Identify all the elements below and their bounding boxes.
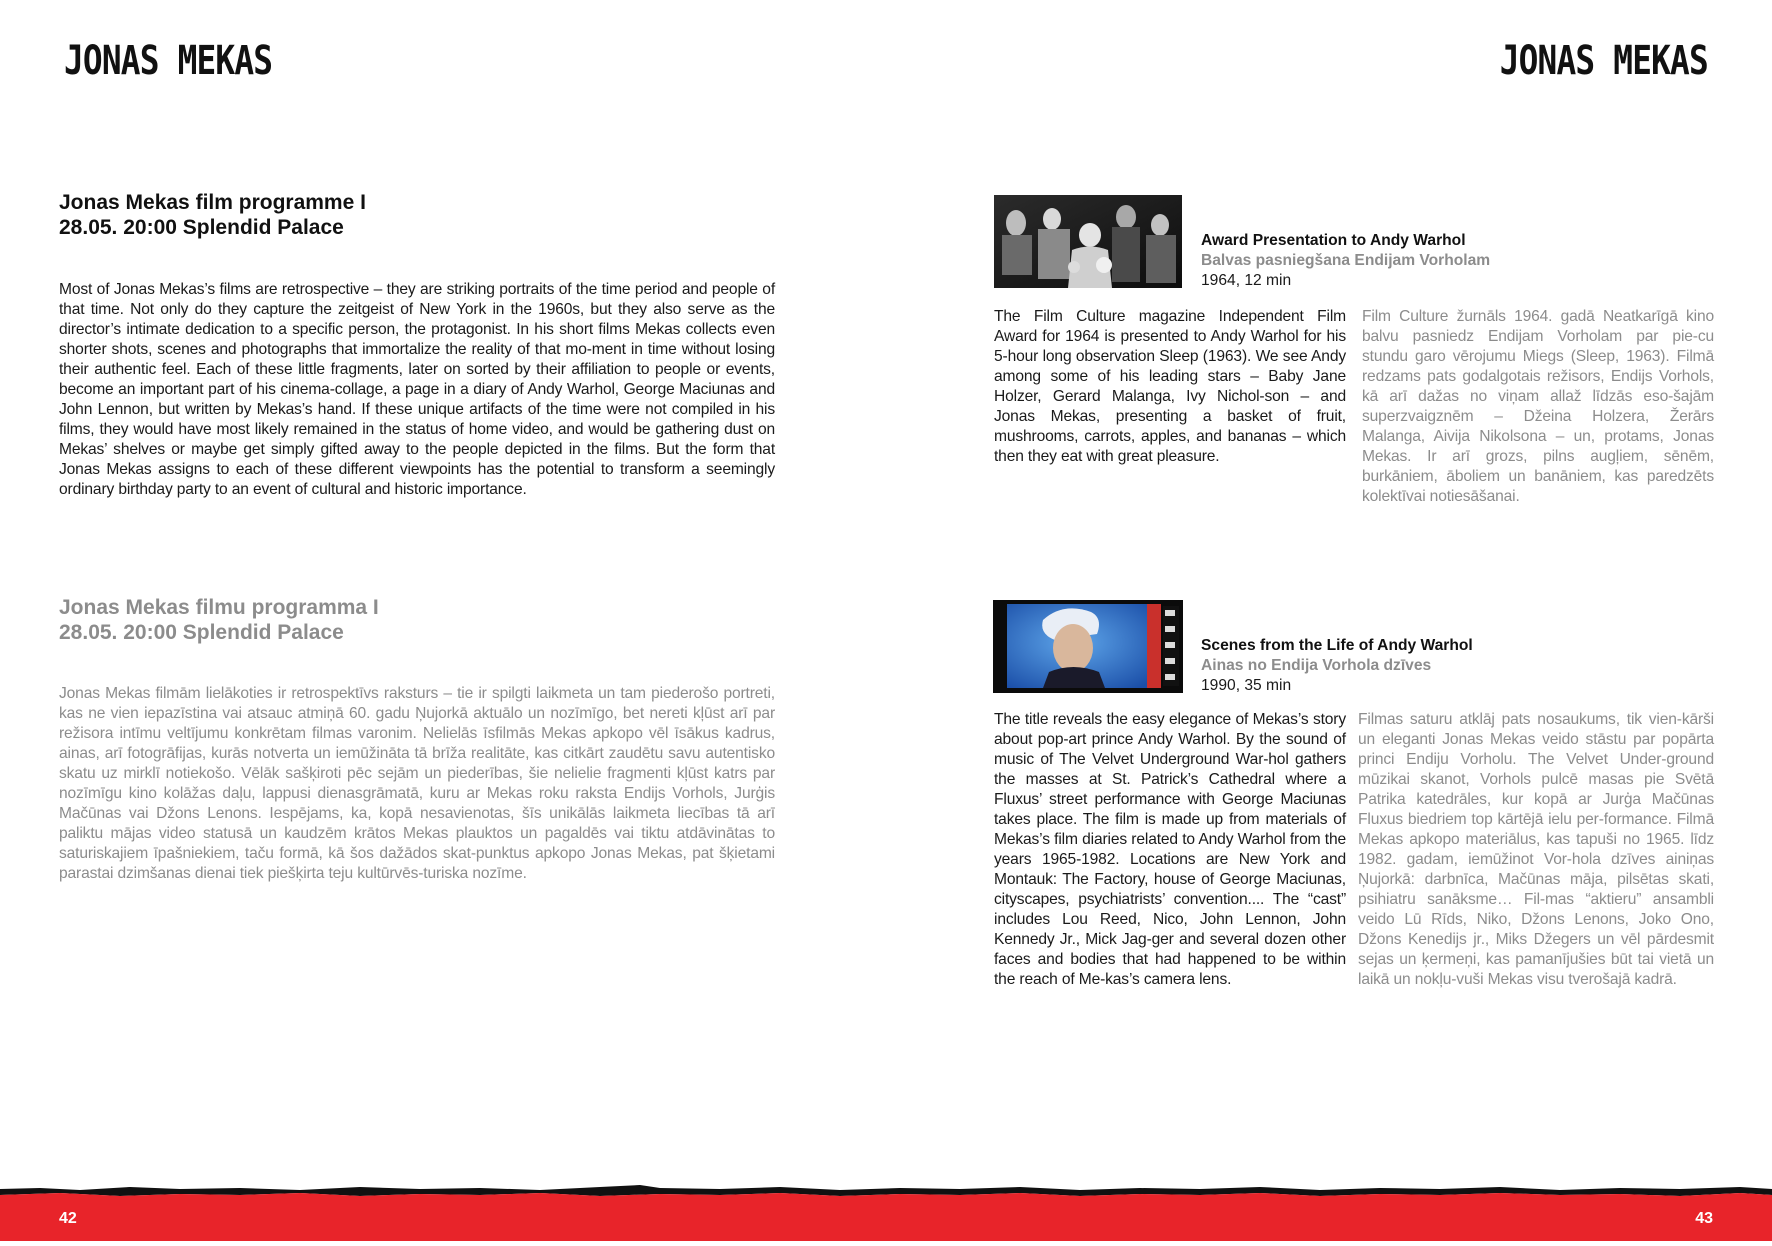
film-title-en: Scenes from the Life of Andy Warhol (1201, 637, 1473, 654)
film-still-scenes-from-life (993, 600, 1183, 693)
programme-heading-lv (59, 595, 775, 645)
page-number-left: 42 (59, 1210, 77, 1227)
programme-body-en: Most of Jonas Mekas’s films are retrospective – they are striking portraits of the time period and people of that time. Not only do they capture the zeitgeist of New York in the 1960s, but they also serve as the director’s intimate dedication to a specific person, the protagonist. In his short films Mekas collects even shorter shots, scenes and photographs that immortalize the reality of that mo-ment in time without losing their authentic feel. Each of these little fragments, later on sorted by their affiliation to people or events, become an important part of his cinema-collage, a page in a diary of Andy Warhol, George Maciunas and John Lennon, but written by Mekas’s hand. If these unique artifacts of the time were not compiled in his films, they would have most likely remained in the status of home video, and would be gathering dust on Mekas’ shelves or maybe get simply gifted away to the people depicted in the films. But the form that Jonas Mekas assigns to each of these different viewpoints has the potential to transform a seemingly ordinary birthday party to an event of cultural and historic importance. (59, 281, 775, 498)
programme-heading-en (59, 190, 775, 240)
film-description-en: The title reveals the easy elegance of Mekas’s story about pop-art prince Andy Warhol. By the sound of music of The Velvet Underground War-hol gathers the masses at St. Patrick’s Cathedral where a Fluxus’ street performance with George Maciunas takes place. The film is made up from materials of Mekas’s film diaries related to Andy Warhol from the years 1965-1982. Locations are New York and Montauk: The Factory, house of George Maciunas, cityscapes, psychiatrists’ convention.... The “cast” includes Lou Reed, Nico, John Lennon, John Kennedy Jr., Mick Jag-ger and several dozen other faces and bodies that had happened to be within the reach of Me-kas’s camera lens. (994, 711, 1346, 988)
film-description-en: The Film Culture magazine Independent Film Award for 1964 is presented to Andy Warhol for his 5-hour long observation Sleep (1963). We see Andy among some of his leading stars – Baby Jane Holzer, Gerard Malanga, Ivy Nichol-son – and Jonas Mekas, presenting a basket of fruit, mushrooms, carrots, apples, and bananas – which then they eat with great pleasure. (994, 308, 1346, 465)
programme-date-lv: 28.05. 20:00 Splendid Palace (59, 621, 344, 644)
footer-strip (0, 1181, 1772, 1241)
film-title-en: Award Presentation to Andy Warhol (1201, 232, 1466, 249)
page-number-right: 43 (1695, 1210, 1713, 1227)
programme-title-en: Jonas Mekas film programme I (59, 191, 366, 214)
film-description-lv: Filmas saturu atklāj pats nosaukums, tik vien-kārši un eleganti Jonas Mekas veido stāstu par popārta princi Endiju Vorholu. The Velvet Under-ground mūzikai skanot, Vorhols pulcē masas pie Svētā Patrika katedrāles, kur kopā ar Jurģa Mačūnas Fluxus biedriem top kārtējā ielu per-formance. Filmā Mekas apkopo materiālus, kas tapuši no 1965. līdz 1982. gadam, iemūžinot Vor-hola dzīves ainiņas Ņujorkā: darbnīca, Mačūnas māja, pilsētas skati, psihiatru sanāksme… Fil-mas “aktieru” ansambli veido Lū Rīds, Niko, Džons Lenons, Joko Ono, Džons Kenedijs jr., Miks Džegers un vēl pārdesmit sejas un ķermeņi, kas pamanījušies būt tai vietā un laikā un nokļu-vuši Mekas visu tverošajā kadrā. (1358, 711, 1714, 988)
programme-body-lv: Jonas Mekas filmām lielākoties ir retrospektīvs raksturs – tie ir spilgti laikmeta un tam piederošo portreti, kas ne vien iepazīstina vai atsauc atmiņā 60. gadu Ņujorkā aktuālo un nozīmīgo, bet nereti kļūst arī par režisora intīmu veltījumu konkrētam filmas varonim. Nelielās īsfilmās Mekas apkopo vēl īsākus kadrus, ainas, arī fotogrāfijas, kurās notverta un iemūžināta tā brīža realitāte, kas citkārt zaudētu savu autentisko skatu uz mirklī notiekošo. Vēlāk sašķiroti pēc sejām un piederības, šie nelielie fragmenti kļūst katrs par nozīmīgu kino kolāžas daļu, lappusi dienasgrāmatā, kuru ar Mekas roku raksta Endijs Vorhols, Jurģis Mačūnas vai Džons Lenons. Iespējams, ka, kopā nesavienotas, šīs unikālās laikmeta liecības tā arī paliktu mājas video statusā un kaudzēm krātos Mekas plauktos un pagaldēs vai tiktu atdāvinātas to saturiskajiem īpašniekiem, taču formā, kā šos dažādos skat-punktus apkopo Jonas Mekas, pat šķietami parastai dzimšanas dienai tiek piešķirta teju kultūrvēs-turiska nozīme. (59, 685, 775, 882)
film-meta: 1964, 12 min (1201, 272, 1292, 289)
film-meta: 1990, 35 min (1201, 677, 1292, 694)
film-titles-scenes-from-life (1201, 636, 1473, 696)
film-title-lv: Balvas pasniegšana Endijam Vorholam (1201, 252, 1491, 269)
brand-title-left: JONAS MEKAS (64, 38, 273, 84)
film-title-lv: Ainas no Endija Vorhola dzīves (1201, 657, 1432, 674)
film-still-award-presentation (994, 195, 1182, 288)
film-description-lv: Film Culture žurnāls 1964. gadā Neatkarīgā kino balvu pasniedz Endijam Vorholam par pie-cu stundu garo vērojumu Miegs (Sleep, 1963). Filmā redzams pats godalgotais režisors, Endijs Vorhols, kā arī dažas no viņam allaž līdzās eso-šajām superzvaigznēm – Džeina Holzera, Žerārs Malanga, Aivija Nikolsona – un, protams, Jonas Mekas. Ir arī grozs, pilns augļiem, sēnēm, burkāniem, āboliem un banāniem, kas paredzēts kolektīvai notiesāšanai. (1362, 308, 1714, 505)
film-titles-award-presentation (1201, 231, 1490, 291)
brand-title-right: JONAS MEKAS (1499, 38, 1708, 84)
torn-paper-edge (0, 1181, 1772, 1241)
programme-date-en: 28.05. 20:00 Splendid Palace (59, 216, 344, 239)
programme-title-lv: Jonas Mekas filmu programma I (59, 596, 379, 619)
